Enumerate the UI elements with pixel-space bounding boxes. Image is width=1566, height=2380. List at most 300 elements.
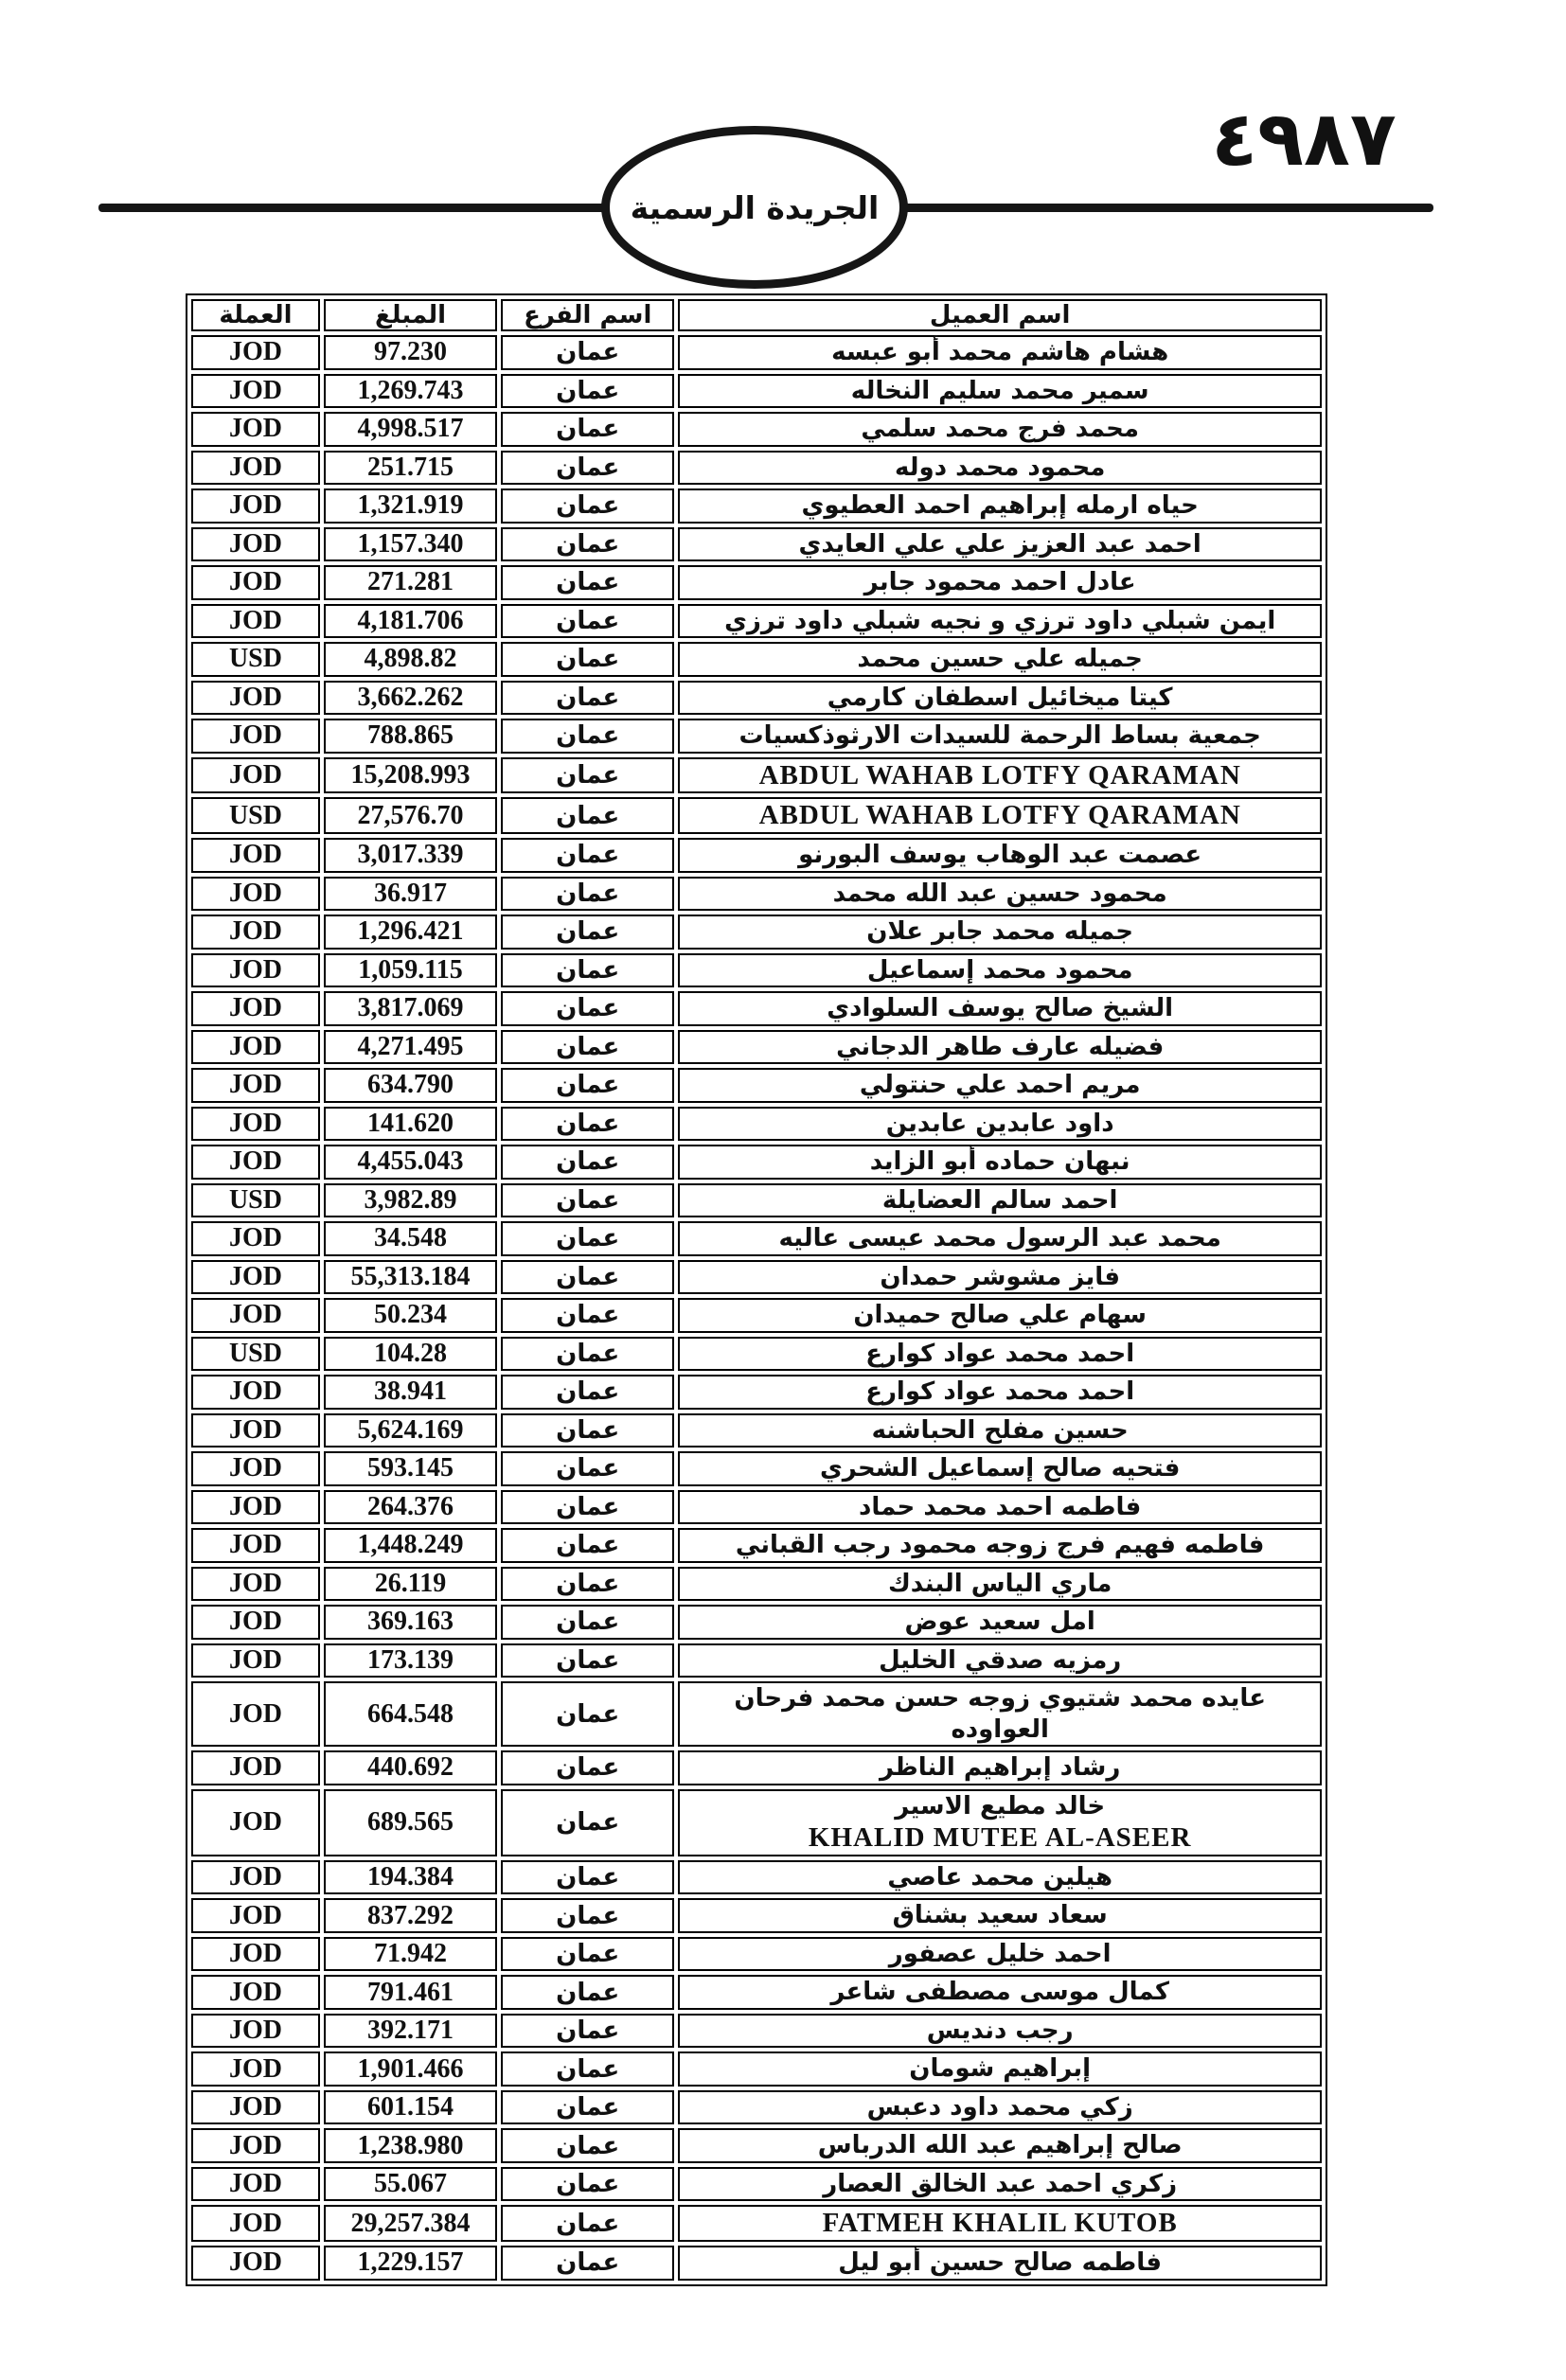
cell-amount: 29,257.384 — [324, 2205, 497, 2242]
cell-client-name — [678, 1221, 1322, 1256]
client-name-arabic: فايز مشوشر حمدان — [880, 1262, 1121, 1291]
table-row — [191, 1145, 1322, 1180]
cell-branch-name: عمان — [501, 1183, 674, 1218]
cell-amount: 788.865 — [324, 719, 497, 754]
table-row — [191, 2051, 1322, 2087]
cell-client-name — [678, 1898, 1322, 1933]
cell-amount: 1,269.743 — [324, 374, 497, 409]
header-client-name: اسم العميل — [678, 299, 1322, 331]
table-row — [191, 1490, 1322, 1525]
cell-client-name — [678, 757, 1322, 794]
cell-currency: JOD — [191, 1490, 320, 1525]
cell-client-name — [678, 2014, 1322, 2049]
cell-currency: JOD — [191, 2167, 320, 2202]
cell-currency: JOD — [191, 1567, 320, 1602]
client-name-arabic: حياه ارمله إبراهيم احمد العطيوي — [801, 491, 1199, 520]
cell-amount: 34.548 — [324, 1221, 497, 1256]
table-row — [191, 719, 1322, 754]
cell-branch-name: عمان — [501, 1605, 674, 1640]
cell-client-name — [678, 1789, 1322, 1856]
table-row — [191, 1750, 1322, 1785]
client-name-latin: ABDUL WAHAB LOTFY QARAMAN — [758, 800, 1241, 831]
cell-currency: JOD — [191, 838, 320, 873]
cell-currency: JOD — [191, 488, 320, 524]
cell-amount: 601.154 — [324, 2090, 497, 2125]
cell-client-name — [678, 1528, 1322, 1563]
cell-branch-name: عمان — [501, 374, 674, 409]
cell-amount: 271.281 — [324, 565, 497, 600]
cell-currency: JOD — [191, 1937, 320, 1972]
cell-branch-name: عمان — [501, 1030, 674, 1065]
client-name-arabic: فاطمه صالح حسين أبو ليل — [838, 2248, 1163, 2278]
client-name-arabic: عادل احمد محمود جابر — [863, 568, 1136, 596]
cell-amount: 440.692 — [324, 1750, 497, 1785]
cell-currency: JOD — [191, 915, 320, 950]
client-name-arabic: سعاد سعيد بشناق — [892, 1901, 1108, 1930]
table-row — [191, 604, 1322, 639]
cell-branch-name: عمان — [501, 719, 674, 754]
table-row — [191, 2128, 1322, 2163]
client-name-arabic: زكي محمد داود دعبس — [866, 2092, 1133, 2122]
cell-amount: 369.163 — [324, 1605, 497, 1640]
table-row — [191, 2167, 1322, 2202]
table-row — [191, 915, 1322, 950]
table-row — [191, 1183, 1322, 1218]
cell-client-name — [678, 2167, 1322, 2202]
table-row — [191, 2246, 1322, 2281]
cell-amount: 38.941 — [324, 1375, 497, 1410]
gazette-table — [186, 293, 1327, 2286]
cell-amount: 1,229.157 — [324, 2246, 497, 2281]
cell-client-name — [678, 1298, 1322, 1333]
table-row — [191, 1221, 1322, 1256]
masthead-title: الجريدة الرسمية — [630, 188, 880, 226]
cell-branch-name: عمان — [501, 1298, 674, 1333]
gazette-table-wrap — [186, 293, 1327, 2286]
cell-branch-name: عمان — [501, 1413, 674, 1448]
cell-currency: JOD — [191, 1789, 320, 1856]
table-row — [191, 451, 1322, 486]
client-name-latin: KHALID MUTEE AL-ASEER — [808, 1822, 1192, 1854]
cell-client-name — [678, 451, 1322, 486]
cell-amount: 1,157.340 — [324, 527, 497, 562]
cell-branch-name: عمان — [501, 2167, 674, 2202]
client-name-latin: ABDUL WAHAB LOTFY QARAMAN — [758, 759, 1241, 790]
cell-branch-name: عمان — [501, 838, 674, 873]
cell-currency: JOD — [191, 1298, 320, 1333]
table-row — [191, 412, 1322, 447]
gazette-table-body — [191, 335, 1322, 2281]
table-row — [191, 1260, 1322, 1295]
cell-branch-name: عمان — [501, 1898, 674, 1933]
table-row — [191, 877, 1322, 912]
cell-branch-name: عمان — [501, 1068, 674, 1103]
cell-client-name — [678, 915, 1322, 950]
cell-branch-name: عمان — [501, 757, 674, 794]
cell-amount: 664.548 — [324, 1681, 497, 1747]
cell-client-name — [678, 2051, 1322, 2087]
cell-amount: 1,901.466 — [324, 2051, 497, 2087]
cell-client-name — [678, 1183, 1322, 1218]
client-name-arabic: رمزيه صدقي الخليل — [879, 1645, 1122, 1675]
cell-client-name — [678, 1260, 1322, 1295]
client-name-arabic: ايمن شبلي داود ترزي و نجيه شبلي داود ترزي — [724, 606, 1276, 635]
cell-branch-name: عمان — [501, 642, 674, 677]
cell-branch-name: عمان — [501, 2128, 674, 2163]
cell-amount: 4,898.82 — [324, 642, 497, 677]
table-row — [191, 565, 1322, 600]
client-name-arabic: احمد محمد عواد كوارع — [865, 1339, 1135, 1368]
table-row — [191, 681, 1322, 716]
cell-branch-name: عمان — [501, 1860, 674, 1895]
cell-currency: JOD — [191, 1107, 320, 1142]
cell-client-name — [678, 565, 1322, 600]
cell-client-name — [678, 2246, 1322, 2281]
cell-branch-name: عمان — [501, 1451, 674, 1486]
cell-client-name — [678, 1681, 1322, 1747]
cell-branch-name: عمان — [501, 1750, 674, 1785]
client-name-latin: FATMEH KHALIL KUTOB — [822, 2208, 1178, 2239]
table-row — [191, 1337, 1322, 1372]
cell-client-name — [678, 877, 1322, 912]
cell-currency: JOD — [191, 1860, 320, 1895]
header-branch-name: اسم الفرع — [501, 299, 674, 331]
cell-client-name — [678, 1107, 1322, 1142]
cell-client-name — [678, 527, 1322, 562]
cell-currency: JOD — [191, 681, 320, 716]
cell-amount: 791.461 — [324, 1975, 497, 2010]
table-row — [191, 1681, 1322, 1747]
client-name-arabic: فضيله عارف طاهر الدجاني — [836, 1032, 1165, 1061]
cell-branch-name: عمان — [501, 2205, 674, 2242]
cell-client-name — [678, 953, 1322, 988]
cell-currency: JOD — [191, 2014, 320, 2049]
cell-currency: JOD — [191, 1451, 320, 1486]
cell-currency: USD — [191, 642, 320, 677]
table-row — [191, 2014, 1322, 2049]
cell-branch-name: عمان — [501, 1937, 674, 1972]
cell-currency: JOD — [191, 451, 320, 486]
cell-branch-name: عمان — [501, 681, 674, 716]
cell-branch-name: عمان — [501, 2246, 674, 2281]
cell-client-name — [678, 2128, 1322, 2163]
client-name-arabic: فاطمه احمد محمد حماد — [859, 1492, 1142, 1521]
cell-client-name — [678, 1451, 1322, 1486]
client-name-arabic: محمد فرج محمد سلمي — [861, 415, 1139, 443]
client-name-arabic: عايده محمد شتيوي زوجه حسن محمد فرحان العواوده — [734, 1684, 1266, 1744]
client-name-arabic: الشيخ صالح يوسف السلوادي — [827, 994, 1174, 1023]
cell-client-name — [678, 1750, 1322, 1785]
client-name-arabic: سمير محمد سليم النخاله — [850, 376, 1149, 405]
cell-branch-name: عمان — [501, 877, 674, 912]
table-row — [191, 642, 1322, 677]
client-name-arabic: داود عابدين عابدين — [885, 1109, 1114, 1138]
cell-amount: 3,982.89 — [324, 1183, 497, 1218]
cell-amount: 141.620 — [324, 1107, 497, 1142]
client-name-arabic: محمود محمد دوله — [895, 453, 1106, 482]
cell-amount: 3,017.339 — [324, 838, 497, 873]
cell-amount: 97.230 — [324, 335, 497, 370]
client-name-arabic: احمد عبد العزيز علي علي العايدي — [798, 529, 1201, 559]
cell-client-name — [678, 1567, 1322, 1602]
cell-branch-name: عمان — [501, 1789, 674, 1856]
header-amount: المبلغ — [324, 299, 497, 331]
cell-currency: JOD — [191, 1528, 320, 1563]
cell-currency: JOD — [191, 527, 320, 562]
cell-amount: 36.917 — [324, 877, 497, 912]
cell-currency: JOD — [191, 877, 320, 912]
table-row — [191, 1528, 1322, 1563]
cell-currency: JOD — [191, 1068, 320, 1103]
cell-client-name — [678, 374, 1322, 409]
cell-amount: 15,208.993 — [324, 757, 497, 794]
client-name-arabic: جميله محمد جابر علان — [866, 917, 1134, 947]
client-name-arabic: هيلين محمد عاصي — [887, 1862, 1112, 1892]
cell-client-name — [678, 1605, 1322, 1640]
cell-branch-name: عمان — [501, 451, 674, 486]
cell-amount: 55,313.184 — [324, 1260, 497, 1295]
cell-currency: JOD — [191, 1643, 320, 1678]
cell-client-name — [678, 335, 1322, 370]
cell-branch-name: عمان — [501, 335, 674, 370]
table-row — [191, 1605, 1322, 1640]
cell-currency: JOD — [191, 2090, 320, 2125]
cell-client-name — [678, 1490, 1322, 1525]
cell-currency: JOD — [191, 1605, 320, 1640]
cell-branch-name: عمان — [501, 1681, 674, 1747]
client-name-arabic: نبهان حماده أبو الزايد — [869, 1147, 1130, 1177]
cell-amount: 5,624.169 — [324, 1413, 497, 1448]
table-row — [191, 1567, 1322, 1602]
cell-currency: JOD — [191, 953, 320, 988]
cell-branch-name: عمان — [501, 527, 674, 562]
table-row — [191, 797, 1322, 834]
cell-amount: 173.139 — [324, 1643, 497, 1678]
cell-branch-name: عمان — [501, 1337, 674, 1372]
cell-currency: JOD — [191, 1375, 320, 1410]
client-name-arabic: رشاد إبراهيم الناظر — [880, 1753, 1121, 1783]
cell-currency: JOD — [191, 1145, 320, 1180]
cell-amount: 593.145 — [324, 1451, 497, 1486]
table-row — [191, 335, 1322, 370]
cell-branch-name: عمان — [501, 2014, 674, 2049]
cell-client-name — [678, 2090, 1322, 2125]
cell-client-name — [678, 681, 1322, 716]
table-row — [191, 1860, 1322, 1895]
client-name-arabic: رجب دنديس — [926, 2016, 1074, 2045]
cell-amount: 71.942 — [324, 1937, 497, 1972]
cell-branch-name: عمان — [501, 915, 674, 950]
table-row — [191, 953, 1322, 988]
header-currency: العملة — [191, 299, 320, 331]
cell-amount: 50.234 — [324, 1298, 497, 1333]
client-name-arabic: عصمت عبد الوهاب يوسف البورنو — [798, 841, 1202, 870]
cell-client-name — [678, 991, 1322, 1026]
cell-branch-name: عمان — [501, 991, 674, 1026]
client-name-arabic: احمد خليل عصفور — [888, 1939, 1112, 1968]
client-name-arabic: امل سعيد عوض — [904, 1607, 1095, 1637]
cell-currency: JOD — [191, 1030, 320, 1065]
cell-amount: 27,576.70 — [324, 797, 497, 834]
cell-amount: 1,238.980 — [324, 2128, 497, 2163]
table-row — [191, 527, 1322, 562]
cell-client-name — [678, 1643, 1322, 1678]
cell-client-name — [678, 642, 1322, 677]
cell-branch-name: عمان — [501, 488, 674, 524]
cell-amount: 4,271.495 — [324, 1030, 497, 1065]
table-row — [191, 374, 1322, 409]
cell-currency: USD — [191, 1337, 320, 1372]
client-name-arabic: حسين مفلح الحباشنه — [871, 1415, 1129, 1445]
cell-currency: JOD — [191, 1221, 320, 1256]
table-row — [191, 488, 1322, 524]
client-name-arabic: خالد مطيع الاسير — [895, 1791, 1106, 1821]
cell-currency: JOD — [191, 1681, 320, 1747]
table-row — [191, 1413, 1322, 1448]
cell-currency: JOD — [191, 2205, 320, 2242]
cell-currency: JOD — [191, 991, 320, 1026]
table-row — [191, 1068, 1322, 1103]
cell-branch-name: عمان — [501, 1975, 674, 2010]
cell-amount: 251.715 — [324, 451, 497, 486]
cell-currency: JOD — [191, 335, 320, 370]
cell-branch-name: عمان — [501, 604, 674, 639]
cell-amount: 3,817.069 — [324, 991, 497, 1026]
cell-client-name — [678, 1375, 1322, 1410]
table-row — [191, 1937, 1322, 1972]
client-name-arabic: احمد سالم العضايلة — [881, 1185, 1118, 1215]
cell-amount: 4,181.706 — [324, 604, 497, 639]
cell-branch-name: عمان — [501, 1221, 674, 1256]
page-number: ٤٩٨٧ — [1211, 95, 1397, 183]
cell-amount: 26.119 — [324, 1567, 497, 1602]
cell-branch-name: عمان — [501, 1260, 674, 1295]
table-row — [191, 1643, 1322, 1678]
cell-currency: JOD — [191, 1898, 320, 1933]
cell-client-name — [678, 797, 1322, 834]
client-name-arabic: هشام هاشم محمد أبو عبسه — [831, 338, 1169, 366]
cell-currency: JOD — [191, 374, 320, 409]
cell-currency: JOD — [191, 604, 320, 639]
cell-currency: JOD — [191, 757, 320, 794]
cell-amount: 4,455.043 — [324, 1145, 497, 1180]
cell-branch-name: عمان — [501, 1643, 674, 1678]
table-row — [191, 1375, 1322, 1410]
client-name-arabic: محمود حسين عبد الله محمد — [832, 879, 1167, 908]
cell-branch-name: عمان — [501, 1145, 674, 1180]
table-row — [191, 991, 1322, 1026]
cell-client-name — [678, 2205, 1322, 2242]
table-row — [191, 838, 1322, 873]
client-name-arabic: إبراهيم شومان — [909, 2054, 1092, 2084]
masthead-ellipse — [601, 126, 908, 289]
cell-branch-name: عمان — [501, 1375, 674, 1410]
client-name-arabic: سهام علي صالح حميدان — [853, 1301, 1148, 1330]
client-name-arabic: جمعية بساط الرحمة للسيدات الارثوذكسيات — [739, 721, 1261, 750]
cell-currency: JOD — [191, 1750, 320, 1785]
cell-currency: JOD — [191, 2051, 320, 2087]
client-name-arabic: صالح إبراهيم عبد الله الدرباس — [817, 2131, 1183, 2160]
cell-amount: 1,448.249 — [324, 1528, 497, 1563]
table-row — [191, 1298, 1322, 1333]
cell-currency: JOD — [191, 1413, 320, 1448]
table-row — [191, 1030, 1322, 1065]
table-row — [191, 1107, 1322, 1142]
cell-currency: JOD — [191, 719, 320, 754]
table-row — [191, 2090, 1322, 2125]
cell-branch-name: عمان — [501, 2090, 674, 2125]
client-name-arabic: ماري الياس البندك — [887, 1569, 1112, 1598]
table-row — [191, 1451, 1322, 1486]
cell-currency: JOD — [191, 2246, 320, 2281]
cell-currency: JOD — [191, 2128, 320, 2163]
cell-currency: USD — [191, 1183, 320, 1218]
client-name-arabic: فتحيه صالح إسماعيل الشحري — [819, 1454, 1181, 1483]
cell-amount: 104.28 — [324, 1337, 497, 1372]
client-name-arabic: كمال موسى مصطفى شاعر — [830, 1978, 1169, 2007]
cell-branch-name: عمان — [501, 1107, 674, 1142]
cell-branch-name: عمان — [501, 565, 674, 600]
cell-currency: JOD — [191, 412, 320, 447]
cell-client-name — [678, 604, 1322, 639]
cell-client-name — [678, 1975, 1322, 2010]
cell-amount: 837.292 — [324, 1898, 497, 1933]
cell-client-name — [678, 1860, 1322, 1895]
client-name-arabic: احمد محمد عواد كوارع — [865, 1377, 1135, 1407]
cell-client-name — [678, 838, 1322, 873]
cell-amount: 1,059.115 — [324, 953, 497, 988]
cell-branch-name: عمان — [501, 797, 674, 834]
cell-client-name — [678, 488, 1322, 524]
client-name-arabic: كيتا ميخائيل اسطفان كارمي — [827, 683, 1173, 712]
table-header-row — [191, 299, 1322, 331]
cell-amount: 1,321.919 — [324, 488, 497, 524]
cell-amount: 4,998.517 — [324, 412, 497, 447]
cell-branch-name: عمان — [501, 1528, 674, 1563]
cell-currency: USD — [191, 797, 320, 834]
table-row — [191, 1975, 1322, 2010]
cell-branch-name: عمان — [501, 412, 674, 447]
cell-client-name — [678, 1068, 1322, 1103]
cell-amount: 1,296.421 — [324, 915, 497, 950]
client-name-arabic: فاطمه فهيم فرج زوجه محمود رجب القباني — [735, 1531, 1265, 1560]
table-row — [191, 1789, 1322, 1856]
cell-client-name — [678, 1030, 1322, 1065]
cell-branch-name: عمان — [501, 2051, 674, 2087]
cell-branch-name: عمان — [501, 1490, 674, 1525]
client-name-arabic: جميله علي حسين محمد — [857, 645, 1143, 673]
cell-amount: 264.376 — [324, 1490, 497, 1525]
cell-currency: JOD — [191, 1975, 320, 2010]
cell-amount: 3,662.262 — [324, 681, 497, 716]
cell-currency: JOD — [191, 565, 320, 600]
cell-amount: 194.384 — [324, 1860, 497, 1895]
cell-branch-name: عمان — [501, 953, 674, 988]
client-name-arabic: مريم احمد علي حنتولي — [859, 1071, 1141, 1100]
cell-amount: 392.171 — [324, 2014, 497, 2049]
table-row — [191, 757, 1322, 794]
cell-amount: 689.565 — [324, 1789, 497, 1856]
cell-client-name — [678, 1413, 1322, 1448]
table-row — [191, 1898, 1322, 1933]
cell-client-name — [678, 1337, 1322, 1372]
cell-amount: 55.067 — [324, 2167, 497, 2202]
cell-client-name — [678, 719, 1322, 754]
client-name-arabic: محمد عبد الرسول محمد عيسى عاليه — [778, 1224, 1221, 1253]
cell-client-name — [678, 1937, 1322, 1972]
cell-amount: 634.790 — [324, 1068, 497, 1103]
cell-branch-name: عمان — [501, 1567, 674, 1602]
